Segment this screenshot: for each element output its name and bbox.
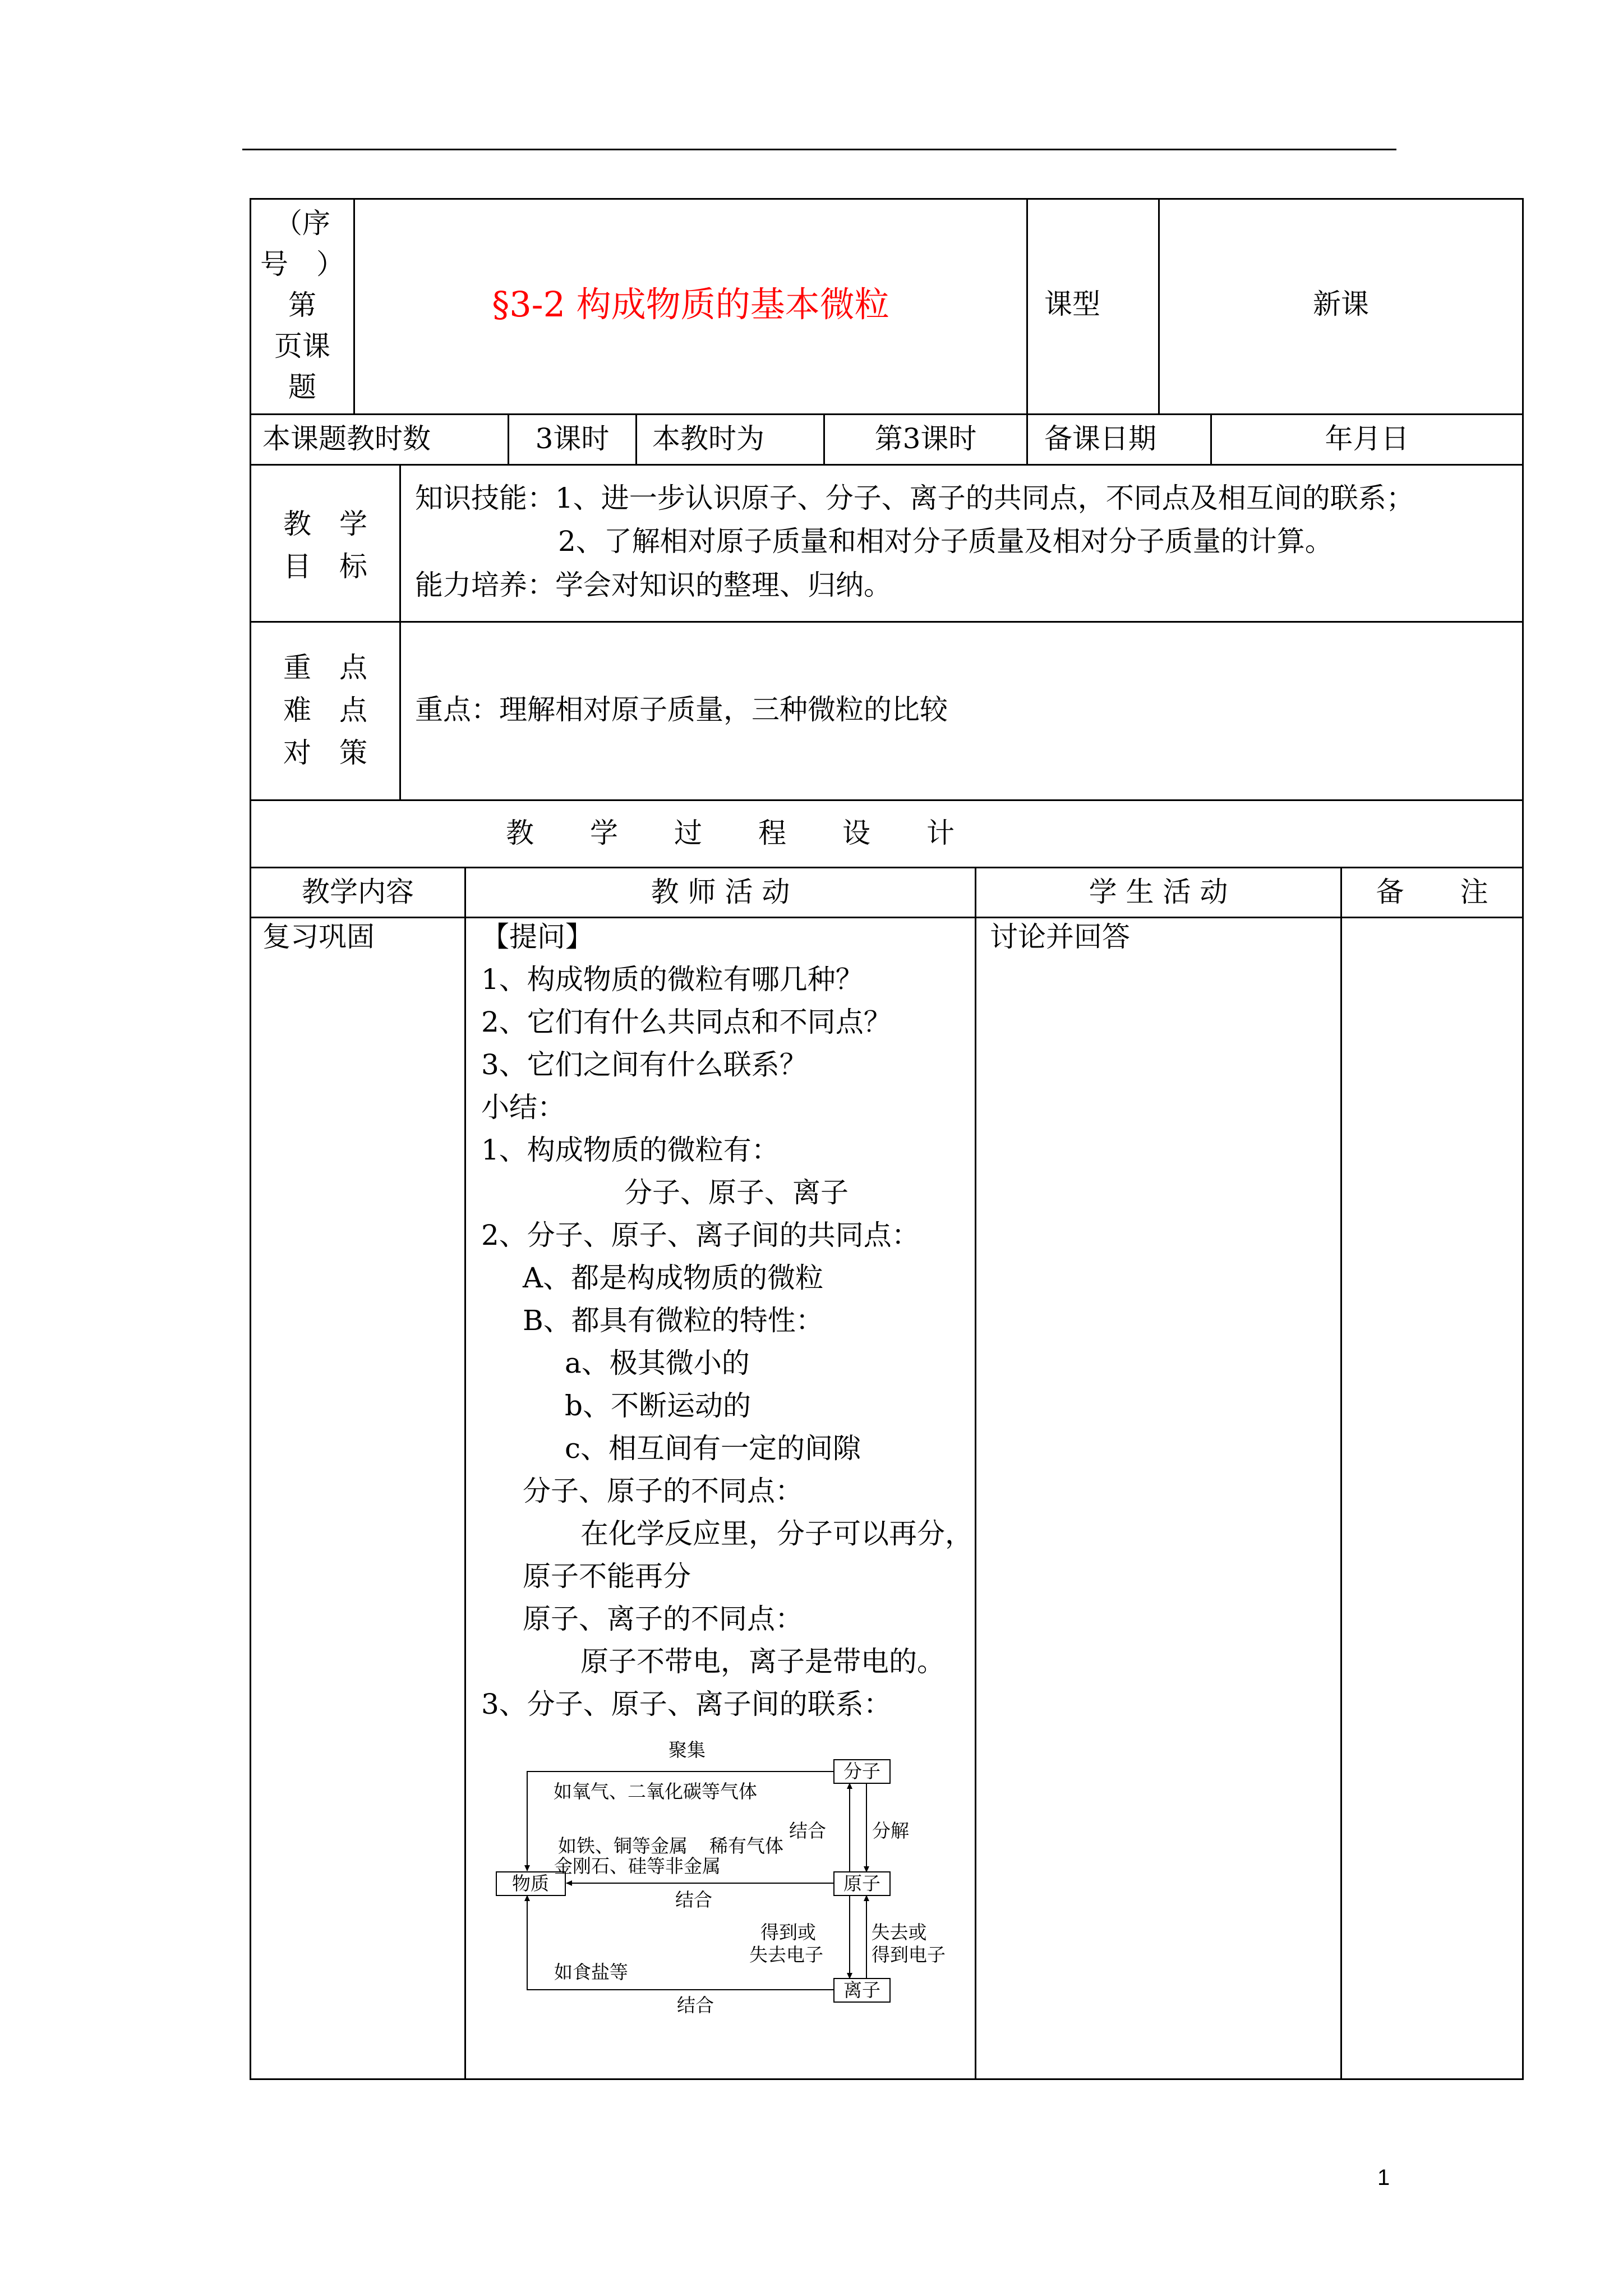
table-line-row2 (250, 464, 1524, 466)
current-hour-label: 本教时为 (652, 422, 764, 455)
list-item: 原子不能再分 (523, 1560, 691, 1593)
key-points-label: 重 点 难 点 对 策 (283, 651, 367, 769)
list-item: b、不断运动的 (565, 1389, 751, 1422)
particle-relationship-diagram (488, 1736, 970, 2028)
seq-label: （序 号 ） 第 页课 题 (260, 207, 344, 403)
list-item: 在化学反应里，分子可以再分， (580, 1517, 973, 1550)
key-points-text: 重点：理解相对原子质量，三种微粒的比较 (415, 693, 948, 726)
total-hours-label: 本课题教时数 (262, 422, 431, 455)
combine-bottom-label: 结合 (677, 1994, 714, 2016)
page-number: 1 (1377, 2165, 1390, 2190)
table-line-row1 (250, 413, 1524, 415)
divider (1026, 413, 1028, 464)
list-item: a、极其微小的 (565, 1347, 750, 1379)
list-item: 1、构成物质的微粒有： (481, 1134, 780, 1166)
goals-line-1: 知识技能：1、进一步认识原子、分子、离子的共同点，不同点及相互间的联系； (415, 482, 1414, 514)
col-header-note: 备 注 (1376, 876, 1488, 908)
divider (1340, 867, 1342, 2080)
table-border-left (250, 198, 251, 2080)
lose-gain-label-1: 失去或 (871, 1921, 927, 1943)
col-header-teacher: 教 师 活 动 (651, 876, 790, 908)
lesson-type-value: 新课 (1313, 288, 1369, 320)
salt-example-label: 如食盐等 (554, 1961, 628, 1983)
col-header-student: 学 生 活 动 (1089, 876, 1228, 908)
list-item: 小结： (481, 1091, 565, 1124)
ion-label: 离子 (843, 1979, 880, 2001)
substance-label: 物质 (512, 1872, 549, 1894)
aggregate-label: 聚集 (668, 1739, 706, 1761)
list-item: 原子不带电，离子是带电的。 (580, 1645, 945, 1678)
list-item: A、都是构成物质的微粒 (523, 1262, 824, 1294)
list-item: c、相互间有一定的间隙 (565, 1432, 861, 1465)
total-hours-value: 3课时 (535, 422, 610, 455)
metal-examples-label: 如铁、铜等金属 (558, 1835, 688, 1857)
goals-line-3: 能力培养：学会对知识的整理、归纳。 (415, 569, 892, 601)
list-item: 原子、离子的不同点： (523, 1603, 803, 1635)
table-border-right (1522, 198, 1524, 2080)
gain-lose-label-1: 得到或 (760, 1921, 816, 1943)
list-item: 1、构成物质的微粒有哪几种？ (481, 963, 864, 996)
decompose-label: 分解 (872, 1820, 909, 1842)
combine-top-label: 结合 (789, 1820, 826, 1842)
nonmetal-examples-label: 金刚石、硅等非金属 (554, 1855, 721, 1877)
lesson-type-label: 课型 (1044, 288, 1100, 320)
process-title: 教 学 过 程 设 计 (506, 817, 955, 849)
review-student: 讨论并回答 (990, 921, 1130, 953)
col-header-content: 教学内容 (302, 876, 414, 908)
list-item: 2、分子、原子、离子间的共同点： (481, 1219, 920, 1251)
prep-date-value: 年月日 (1325, 422, 1409, 455)
list-item: 分子、原子的不同点： (523, 1475, 803, 1507)
divider (975, 867, 976, 2080)
gas-examples-label: 如氧气、二氧化碳等气体 (554, 1780, 757, 1802)
list-item: 2、它们有什么共同点和不同点？ (481, 1006, 892, 1038)
header-rule (242, 149, 1396, 150)
list-item: 3、分子、原子、离子间的联系： (481, 1688, 892, 1720)
atom-label: 原子 (843, 1872, 880, 1894)
table-border-top (250, 198, 1524, 200)
current-hour-value: 第3课时 (874, 422, 977, 455)
lesson-title: §3-2 构成物质的基本微粒 (492, 284, 889, 325)
divider (464, 867, 466, 2080)
noble-gas-label: 稀有气体 (709, 1835, 783, 1857)
molecule-label: 分子 (843, 1760, 880, 1782)
table-line-row3 (250, 621, 1524, 623)
list-item: 【提问】 (481, 921, 593, 953)
goals-line-2: 2、了解相对原子质量和相对分子质量及相对分子质量的计算。 (558, 525, 1333, 558)
combine-mid-label: 结合 (675, 1889, 712, 1911)
divider (635, 413, 637, 464)
list-item: 3、它们之间有什么联系？ (481, 1048, 808, 1081)
table-border-bottom (250, 2078, 1524, 2080)
table-line-row5 (250, 867, 1524, 868)
divider (1026, 198, 1028, 413)
goals-label: 教 学 目 标 (283, 508, 367, 583)
gain-lose-label-2: 失去电子 (749, 1944, 823, 1966)
review-content: 复习巩固 (262, 921, 375, 953)
list-item: B、都具有微粒的特性： (523, 1304, 824, 1337)
lose-gain-label-2: 得到电子 (872, 1944, 946, 1966)
table-line-row6 (250, 917, 1524, 918)
table-line-row4 (250, 799, 1524, 801)
divider (399, 464, 401, 799)
prep-date-label: 备课日期 (1044, 422, 1156, 455)
list-item: 分子、原子、离子 (624, 1176, 849, 1209)
